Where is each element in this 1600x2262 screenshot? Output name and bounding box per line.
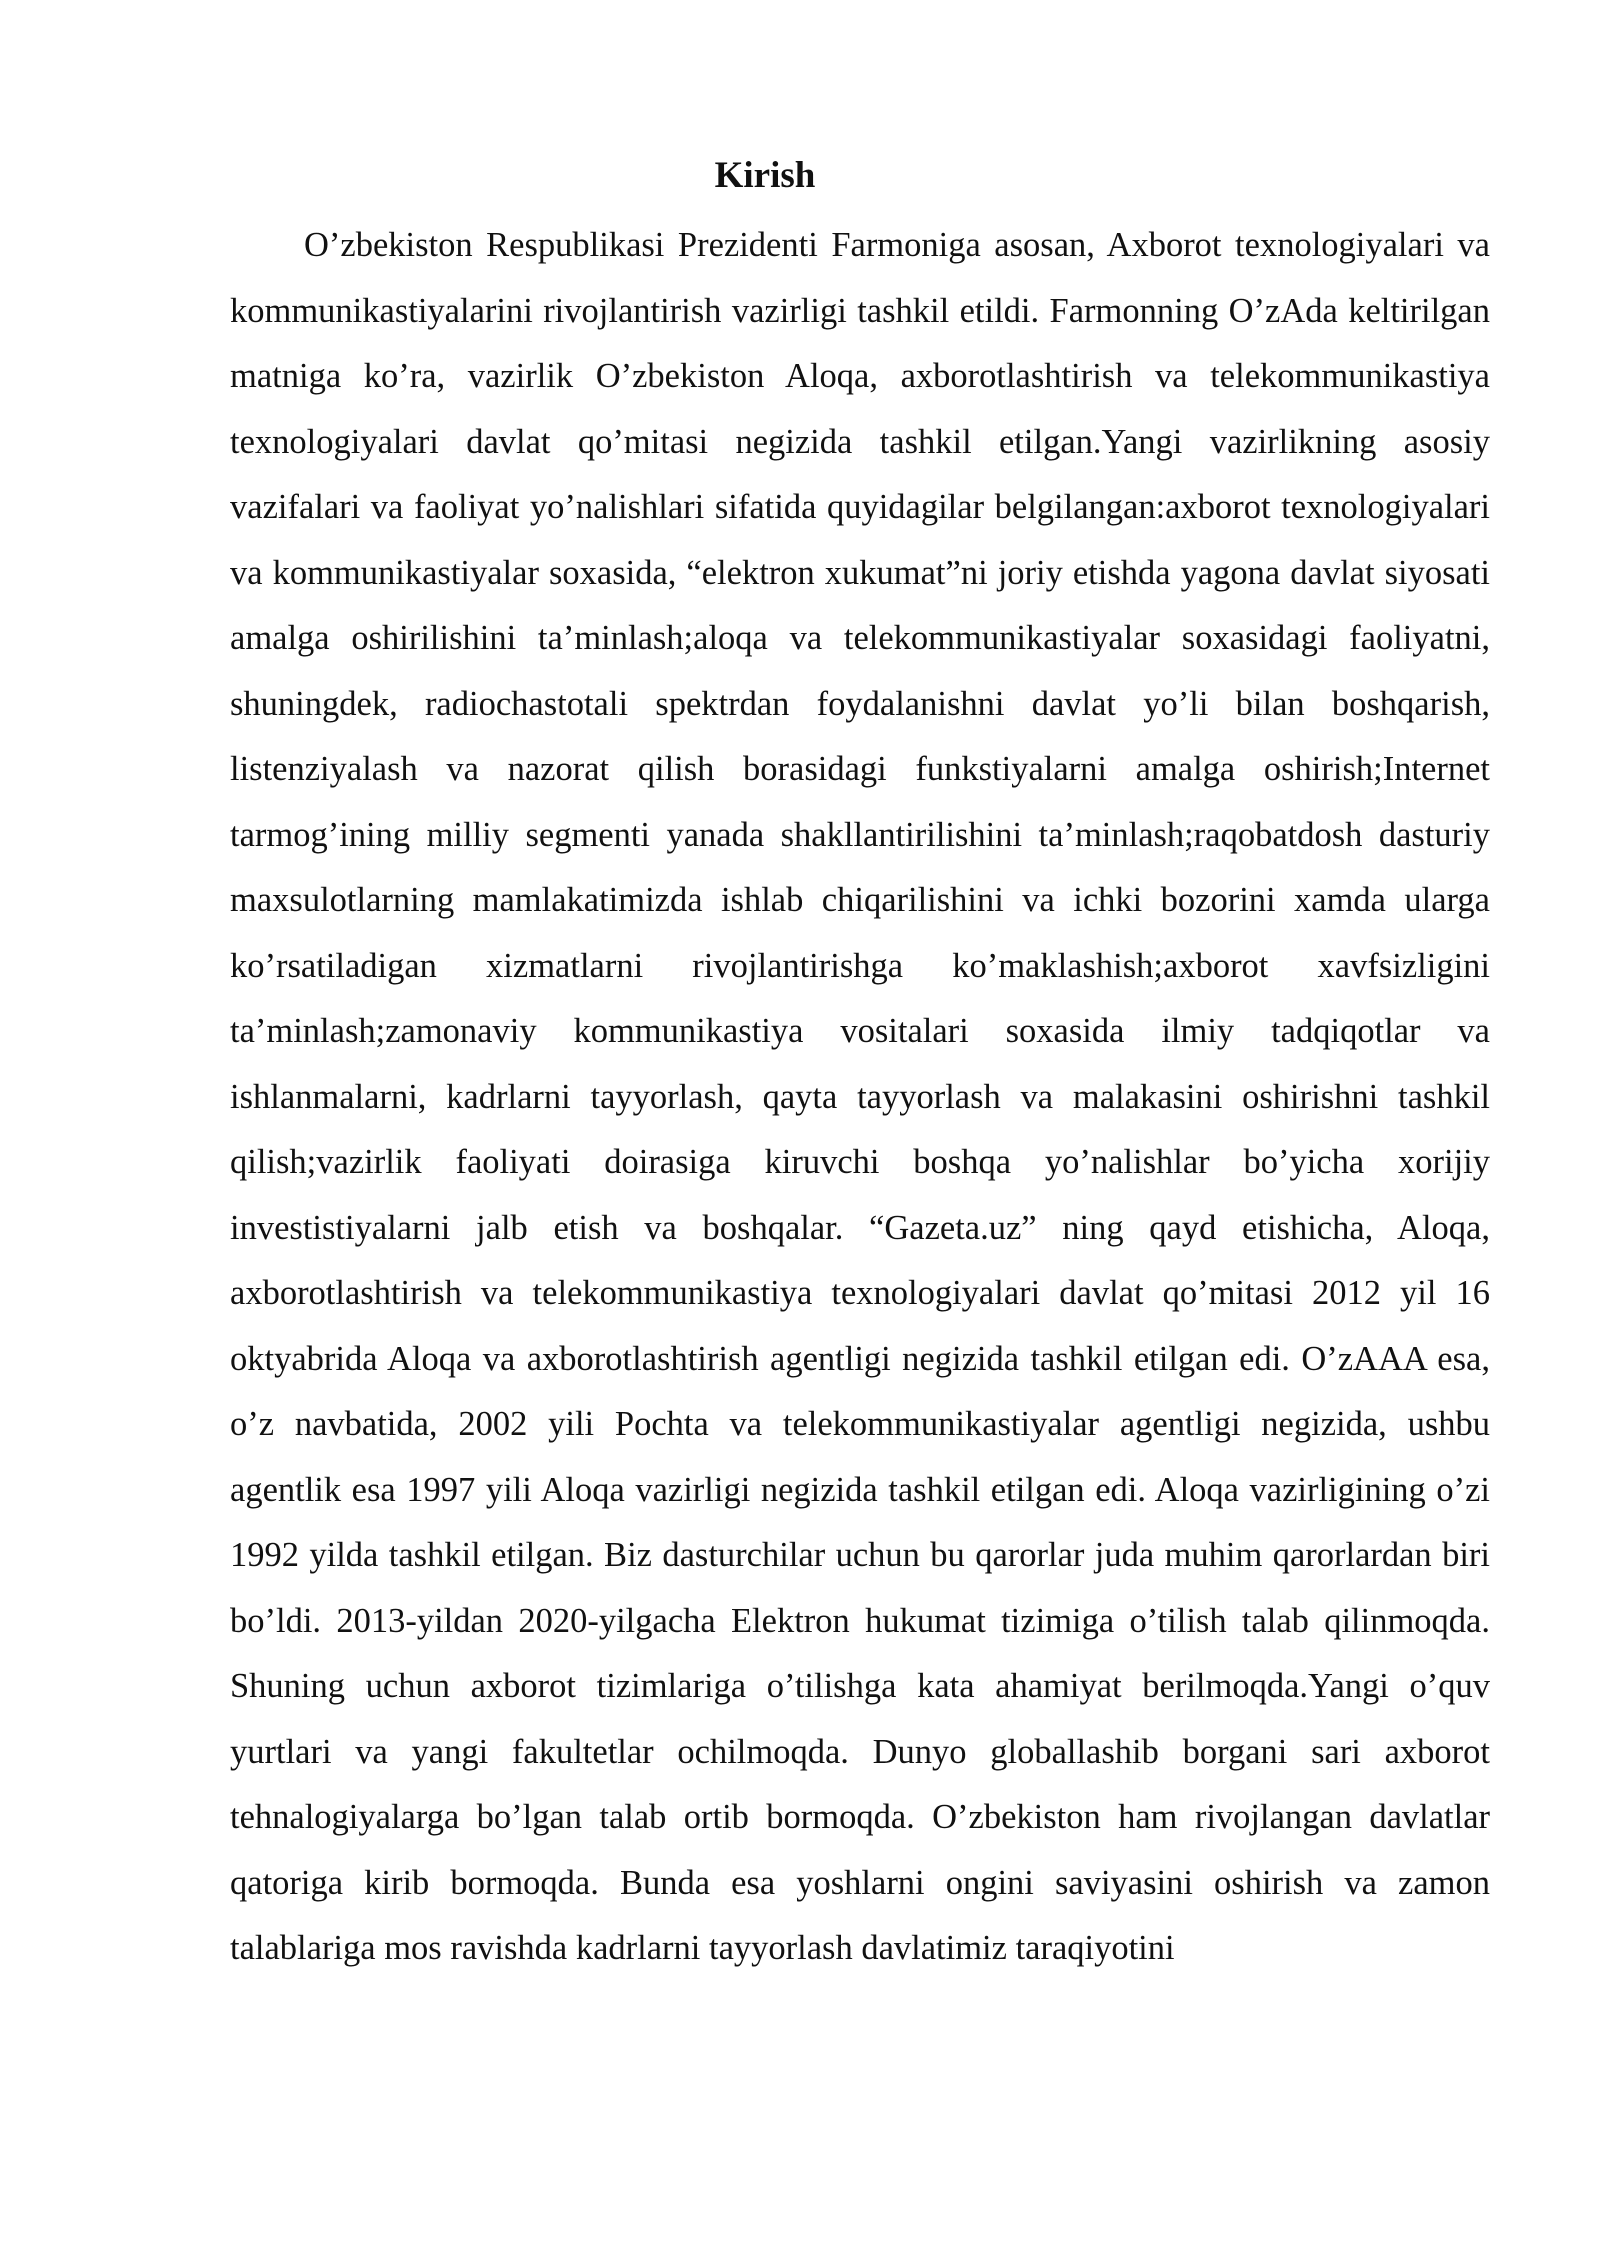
body-paragraph: O’zbekiston Respublikasi Prezidenti Farmoniga asosan, Axborot texnologiyalari va kommunikastiyalarini rivojlantirish vazirligi tashkil etildi. Farmonning O’zAda keltirilgan matniga ko’ra, vazirlik O’zbekiston Aloqa, axborotlashtirish va telekommunikastiya texnologiyalari davlat qo’mitasi negizida tashkil etilgan.Yangi vazirlikning asosiy vazifalari va faoliyat yo’nalishlari sifatida quyidagilar belgilangan:axborot texnologiyalari va kommunikastiyalar soxasida, “elektron xukumat”ni joriy etishda yagona davlat siyosati amalga oshirilishini ta’minlash;aloqa va telekommunikastiyalar soxasidagi faoliyatni, shuningdek, radiochastotali spektrdan foydalanishni davlat yo’li bilan boshqarish, listenziyalash va nazorat qilish borasidagi funkstiyalarni amalga oshirish;Internet tarmog’ining milliy segmenti yanada shakllantirilishini ta’minlash;raqobatdosh dasturiy maxsulotlarning mamlakatimizda ishlab chiqarilishini va ichki bozorini xamda ularga ko’rsatiladigan xizmatlarni rivojlantirishga ko’maklashish;axborot xavfsizligini ta’minlash;zamonaviy kommunikastiya vositalari soxasida ilmiy tadqiqotlar va ishlanmalarni, kadrlarni tayyorlash, qayta tayyorlash va malakasini oshirishni tashkil qilish;vazirlik faoliyati doirasiga kiruvchi boshqa yo’nalishlar bo’yicha xorijiy investistiyalarni jalb etish va boshqalar. “Gazeta.uz” ning qayd etishicha, Aloqa, axborotlashtirish va telekommunikastiya texnologiyalari davlat qo’mitasi 2012 yil 16 oktyabrida Aloqa va axborotlashtirish agentligi negizida tashkil etilgan edi. O’zAAA esa, o’z navbatida, 2002 yili Pochta va telekommunikastiyalar agentligi negizida, ushbu agentlik esa 1997 yili Aloqa vazirligi negizida tashkil etilgan edi. Aloqa vazirligining o’zi 1992 yilda tashkil etilgan. Biz dasturchilar uchun bu qarorlar juda muhim qarorlardan biri bo’ldi. 2013-yildan 2020-yilgacha Elektron hukumat tizimiga o’tilish talab qilinmoqda. Shuning uchun axborot tizimlariga o’tilishga kata ahamiyat berilmoqda.Yangi o’quv yurtlari va yangi fakultetlar ochilmoqda. Dunyo globallashib borgani sari axborot tehnalogiyalarga bo’lgan talab ortib bormoqda. O’zbekiston ham rivojlangan davlatlar qatoriga kirib bormoqda. Bunda esa yoshlarni ongini saviyasini oshirish va zamon talablariga mos ravishda kadrlarni tayyorlash davlatimiz taraqiyotini bbox=[230, 226, 1490, 1967]
document-title: Kirish bbox=[714, 155, 816, 196]
